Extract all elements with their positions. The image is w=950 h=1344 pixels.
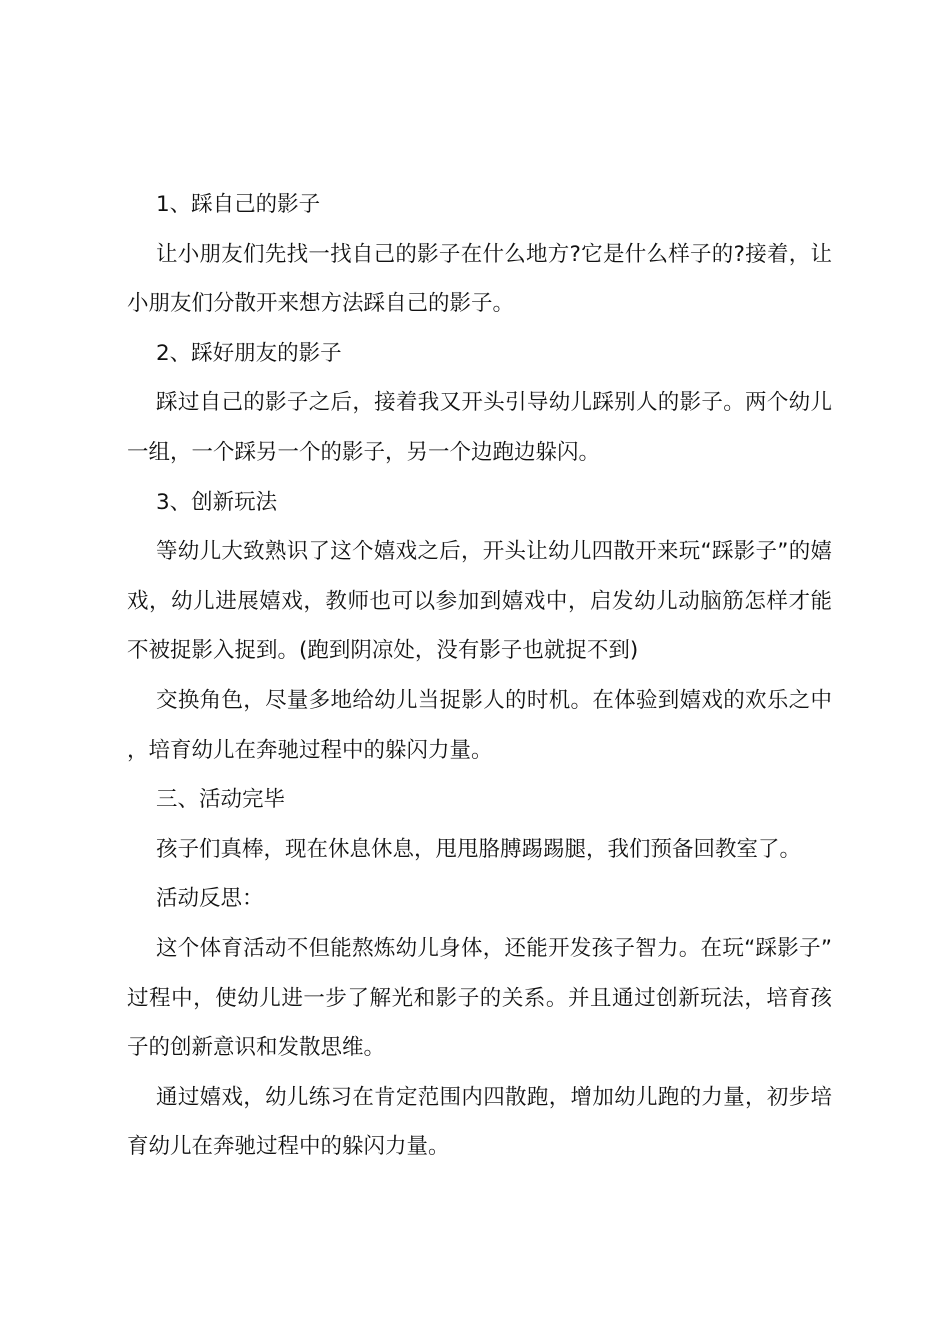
section-heading-reflection: 活动反思： [156,886,264,912]
paragraph-find-own-shadow: 让小朋友们先找一找自己的影子在什么地方?它是什么样子的?接着，让小朋友们分散开来想方法踩自己的影子。 [127,241,832,317]
section-heading-step-2: 2、踩好朋友的影子 [156,340,342,366]
paragraph-step-on-friend-shadow: 踩过自己的影子之后，接着我又开头引导幼儿踩别人的影子。两个幼儿一组，一个踩另一个的影子，另一个边跑边躲闪。 [127,390,832,465]
section-heading-step-3: 3、创新玩法 [156,489,278,515]
paragraph-rest: 孩子们真棒，现在休息休息，甩甩胳膊踢踢腿，我们预备回教室了。 [156,836,802,862]
paragraph-creative-play: 等幼儿大致熟识了这个嬉戏之后，开头让幼儿四散开来玩“踩影子”的嬉戏，幼儿进展嬉戏，教师也可以参加到嬉戏中，启发幼儿动脑筋怎样才能不被捉影入捉到。(跑到阴凉处，没有影子也就捉不到) [127,539,832,664]
section-heading-step-1: 1、踩自己的影子 [156,192,321,217]
section-heading-activity-end: 三、活动完毕 [156,787,286,813]
paragraph-reflection-body: 这个体育活动不但能熬炼幼儿身体，还能开发孩子智力。在玩“踩影子”过程中，使幼儿进一步了解光和影子的关系。并且通过创新玩法，培育孩子的创新意识和发散思维。 [127,935,832,1061]
document-body [127,180,832,1172]
paragraph-reflection-conclusion: 通过嬉戏，幼儿练习在肯定范围内四散跑，增加幼儿跑的力量，初步培育幼儿在奔驰过程中的躲闪力量。 [127,1084,832,1160]
paragraph-swap-roles: 交换角色，尽量多地给幼儿当捉影人的时机。在体验到嬉戏的欢乐之中，培育幼儿在奔驰过程中的躲闪力量。 [127,687,832,763]
